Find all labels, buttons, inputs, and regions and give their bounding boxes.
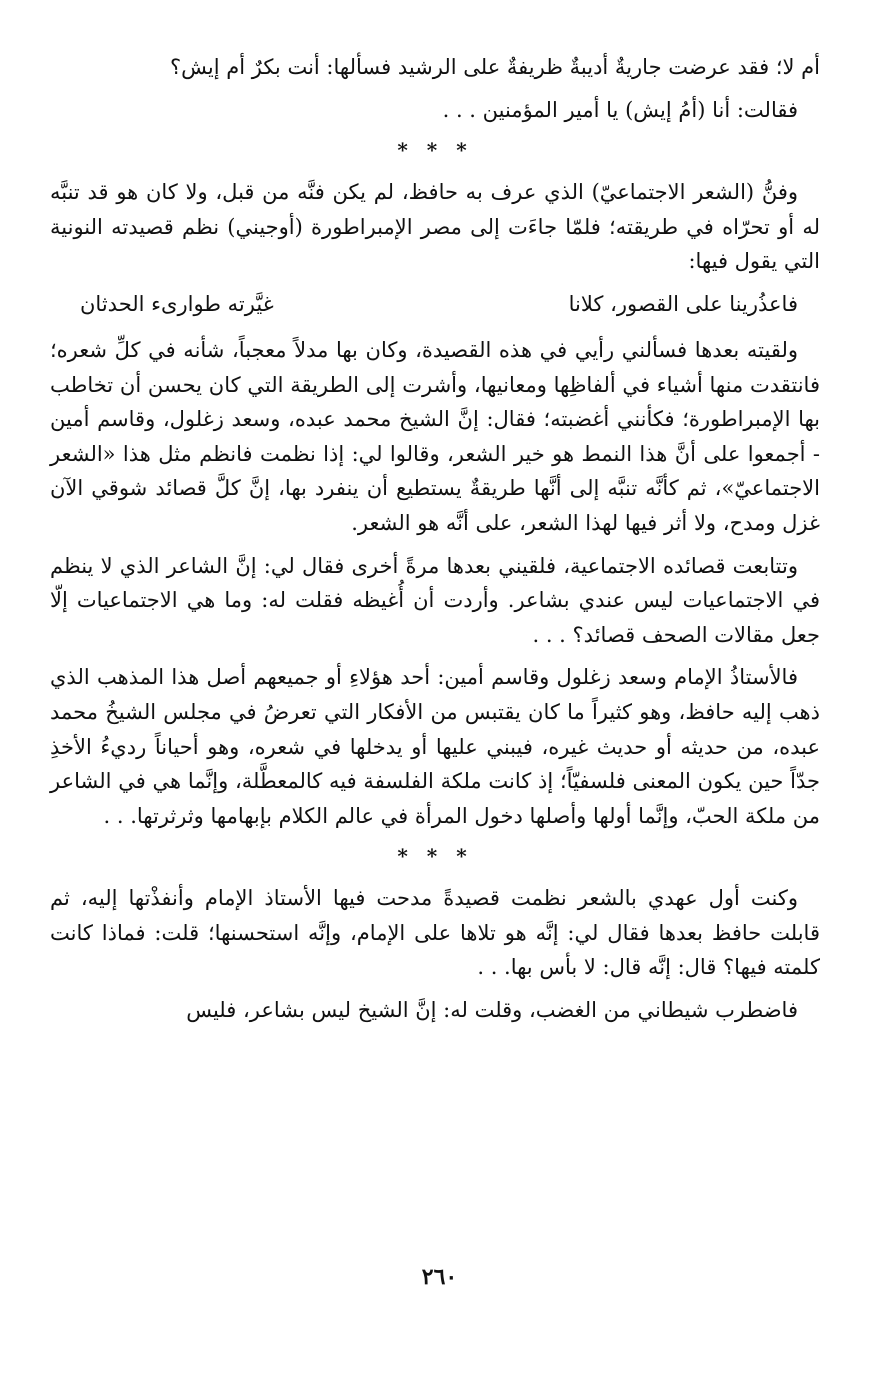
verse-first-hemistich: فاعذُرينا على القصور، كلانا	[568, 291, 798, 316]
poem-verse	[50, 287, 820, 321]
verse-second-hemistich: غيَّرته طوارىء الحدثان	[80, 291, 274, 316]
section-separator: * * *	[397, 844, 473, 869]
page-number: ٢٦٠	[421, 1264, 458, 1290]
paragraph-social-poems: وتتابعت قصائده الاجتماعية، فلقيني بعدها مرةً أخرى فقال لي: إنَّ الشاعر الذي لا ينظم في الاجتماعيات ليس عندي بشاعر. وأردت أن أُغيظه فقلت له: وما هي الاجتماعيات إلّا جعل مقالات الصحف قصائد؟ . . .	[50, 553, 821, 647]
paragraph-imam-school: فالأستاذُ الإمام وسعد زغلول وقاسم أمين: أحد هؤلاءِ أو جميعهم أصل هذا المذهب الذي ذهب إليه حافظ، وهو كثيراً ما كان يقتبس من الأفكار التي تعرضُ في مجلس الشيخُ محمد عبده، من حديثه أو حديث غيره، فيبني عليها أو يدخلها في شعره، وهو أحياناً رديءُ الأخذِ جدّاً حين يكون المعنى فلسفيّاً؛ إذ كانت ملكة الفلسفة فيه كالمعطَّلة، وإنَّما هي في الشاعر من ملكة الحبّ، وإنَّما أولها وأصلها دخول المرأة في عالم الكلام بإبهامها وثرثرتها. . .	[50, 665, 820, 828]
paragraph-meeting-opinion: ولقيته بعدها فسألني رأيي في هذه القصيدة، وكان بها مدلاً معجباً، شأنه في كلِّ شعره؛ فانتقدت منها أشياء في ألفاظِها ومعانيها، وأشرت إلى الطريقة التي كان يحسن أن تخاطب بها الإمبراطورة؛ فكأنني أغضبته؛ فقال: إنَّ الشيخ محمد عبده، وسعد زغلول، وقاسم أمين - أجمعوا على أنَّ هذا النمط هو خير الشعر، وقالوا لي: إذا نظمت فانظم مثل هذا «الشعر الاجتماعيّ»، ثم كأنَّه تنبَّه إلى أنَّها طريقةٌ يستطيع أن ينفرد بها، إنَّ كلَّ قصائد شوقي الآن غزل ومدح، ولا أثر فيها لهذا الشعر، على أنَّه هو الشعر.	[50, 337, 820, 535]
page-text-block	[50, 50, 820, 1036]
paragraph-reply: فقالت: أنا (أمُ إيش) يا أمير المؤمنين . . .	[442, 97, 798, 122]
paragraph-anger: فاضطرب شيطاني من الغضب، وقلت له: إنَّ الشيخ ليس بشاعر، فليس	[186, 998, 798, 1023]
paragraph-rashid-anecdote: أم لا؛ فقد عرضت جاريةٌ أديبةٌ ظريفةٌ على الرشيد فسألها: أنت بكرٌ أم إيش؟	[169, 55, 820, 79]
section-separator: * * *	[397, 138, 473, 163]
paragraph-first-poem: وكنت أول عهدي بالشعر نظمت قصيدةً مدحت فيها الأستاذ الإمام وأنفذْتها إليه، ثم قابلت حافظ بعدها فقال لي: إنَّه هو تلاها على الإمام، وإنَّه استحسنها؛ قلت: فماذا كانت كلمته فيها؟ قال: إنَّه قال: لا بأس بها. . .	[50, 886, 820, 980]
paragraph-social-poetry: وفنُّ (الشعر الاجتماعيّ) الذي عرف به حافظ، لم يكن فنَّه من قبل، ولا كان هو قد تنبَّه له أو تحرّاه في طريقته؛ فلمّا جاءَت إلى مصر الإمبراطورة (أوجيني) نظم قصيدته النونية التي يقول فيها:	[50, 180, 820, 274]
